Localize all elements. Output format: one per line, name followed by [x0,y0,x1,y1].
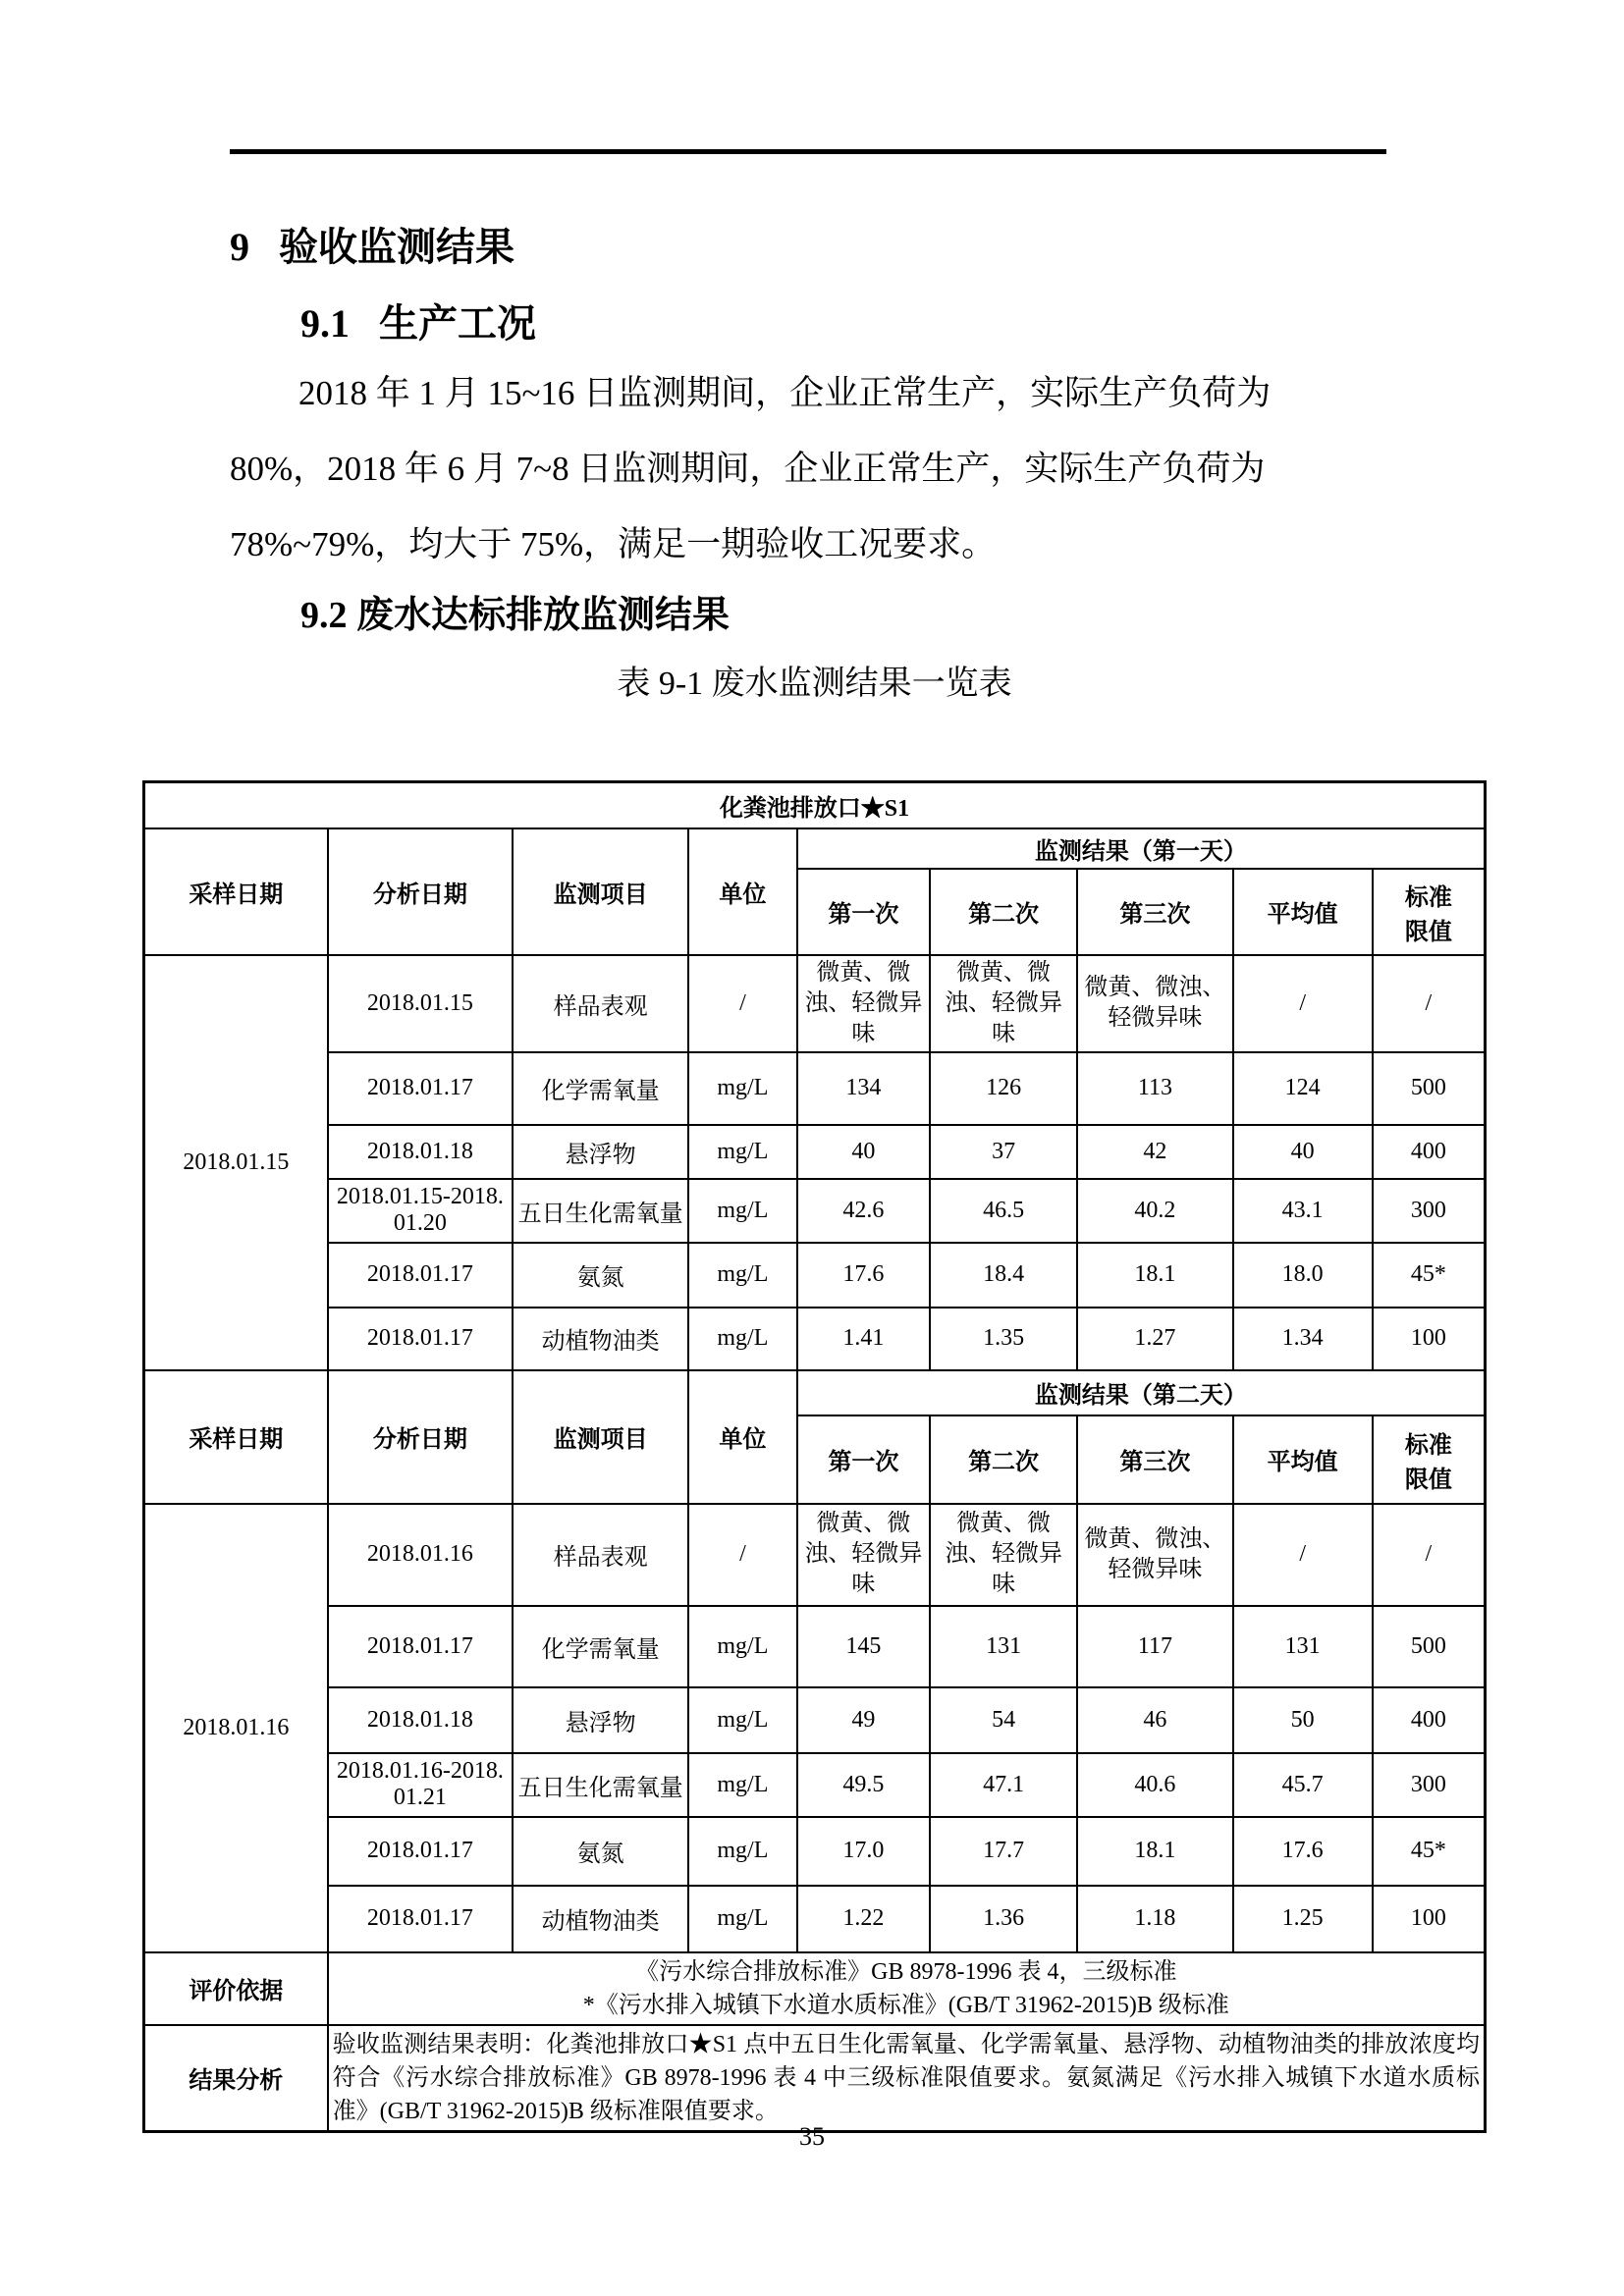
average-cell: 1.34 [1233,1308,1373,1370]
limit-cell: / [1373,955,1486,1052]
value-cell: 134 [797,1052,930,1125]
value-cell: 54 [930,1687,1077,1753]
limit-cell: 400 [1373,1125,1486,1179]
value-cell: 微黄、微浊、轻微异味 [1077,1504,1232,1606]
average-cell: 17.6 [1233,1817,1373,1886]
item-cell: 动植物油类 [513,1886,688,1952]
limit-cell: / [1373,1504,1486,1606]
col-header-second: 第二次 [930,1415,1077,1504]
analysis-date-cell: 2018.01.16 [328,1504,514,1606]
value-cell: 1.35 [930,1308,1077,1370]
col-header-unit: 单位 [688,828,797,955]
average-cell: 50 [1233,1687,1373,1753]
value-cell: 40 [797,1125,930,1179]
value-cell: 131 [930,1606,1077,1687]
col-header-first: 第一次 [797,869,930,955]
value-cell: 49.5 [797,1753,930,1817]
table-row [144,1308,1486,1370]
col-header-sample-date: 采样日期 [144,1370,328,1504]
item-cell: 氨氮 [513,1817,688,1886]
unit-cell: mg/L [688,1243,797,1308]
table-row [144,1606,1486,1687]
evaluation-basis-line2: *《污水排入城镇下水道水质标准》(GB/T 31962-2015)B 级标准 [582,1992,1229,2018]
evaluation-basis-content [328,1952,1486,2025]
limit-cell: 300 [1373,1753,1486,1817]
unit-cell: / [688,1504,797,1606]
limit-cell: 400 [1373,1687,1486,1753]
evaluation-basis-label: 评价依据 [144,1952,328,2025]
header-rule [230,149,1386,154]
col-header-analysis-date: 分析日期 [328,828,514,955]
unit-cell: mg/L [688,1052,797,1125]
value-cell: 40.6 [1077,1753,1232,1817]
analysis-date-cell: 2018.01.17 [328,1817,514,1886]
average-cell: 45.7 [1233,1753,1373,1817]
average-cell: 18.0 [1233,1243,1373,1308]
col-header-third: 第三次 [1077,869,1232,955]
average-cell: 1.25 [1233,1886,1373,1952]
value-cell: 1.18 [1077,1886,1232,1952]
table-row [144,955,1486,1052]
limit-cell: 100 [1373,1886,1486,1952]
analysis-date-cell: 2018.01.17 [328,1886,514,1952]
table-row [144,1886,1486,1952]
value-cell: 18.1 [1077,1817,1232,1886]
item-cell: 五日生化需氧量 [513,1179,688,1243]
item-cell: 化学需氧量 [513,1606,688,1687]
result-group-header-day1: 监测结果（第一天） [797,828,1486,869]
item-cell: 悬浮物 [513,1125,688,1179]
average-cell: 124 [1233,1052,1373,1125]
value-cell: 145 [797,1606,930,1687]
col-header-item: 监测项目 [513,828,688,955]
col-header-limit-line1: 标准 [1404,1432,1452,1459]
unit-cell: mg/L [688,1886,797,1952]
limit-cell: 100 [1373,1308,1486,1370]
table-row [144,1753,1486,1817]
analysis-date-cell: 2018.01.17 [328,1243,514,1308]
table-row [144,1504,1486,1606]
unit-cell: mg/L [688,1753,797,1817]
col-header-analysis-date: 分析日期 [328,1370,514,1504]
value-cell: 微黄、微浊、轻微异味 [1077,955,1232,1052]
analysis-date-cell: 2018.01.17 [328,1606,514,1687]
paragraph-line: 80%，2018 年 6 月 7~8 日监测期间，企业正常生产，实际生产负荷为 [230,450,1266,488]
table-row [144,1179,1486,1243]
unit-cell: mg/L [688,1687,797,1753]
value-cell: 42.6 [797,1179,930,1243]
value-cell: 113 [1077,1052,1232,1125]
col-header-first: 第一次 [797,1415,930,1504]
value-cell: 46.5 [930,1179,1077,1243]
result-analysis-content: 验收监测结果表明：化粪池排放口★S1 点中五日生化需氧量、化学需氧量、悬浮物、动植物油类的排放浓度均符合《污水综合排放标准》GB 8978-1996 表 4 中三级标准限值要求。氨氮满足《污水排入城镇下水道水质标准》(GB/T 31962-2015)B 级标准限值要求。 [328,2025,1486,2132]
paragraph-line: 2018 年 1 月 15~16 日监测期间，企业正常生产，实际生产负荷为 [298,374,1272,412]
col-header-limit-line1: 标准 [1404,884,1452,911]
col-header-average: 平均值 [1233,1415,1373,1504]
item-cell: 动植物油类 [513,1308,688,1370]
result-group-header-day2: 监测结果（第二天） [797,1370,1486,1415]
value-cell: 1.22 [797,1886,930,1952]
analysis-date-cell: 2018.01.18 [328,1125,514,1179]
col-header-limit [1373,869,1486,955]
value-cell: 49 [797,1687,930,1753]
unit-cell: mg/L [688,1125,797,1179]
value-cell: 18.1 [1077,1243,1232,1308]
item-cell: 氨氮 [513,1243,688,1308]
body-paragraph [230,355,1404,582]
monitoring-table [142,780,1487,2133]
analysis-date-cell: 2018.01.15 [328,955,514,1052]
value-cell: 1.41 [797,1308,930,1370]
item-cell: 化学需氧量 [513,1052,688,1125]
value-cell: 126 [930,1052,1077,1125]
analysis-date-cell: 2018.01.15-2018.01.20 [328,1179,514,1243]
limit-cell: 500 [1373,1606,1486,1687]
analysis-date-cell: 2018.01.16-2018.01.21 [328,1753,514,1817]
item-cell: 五日生化需氧量 [513,1753,688,1817]
unit-cell: mg/L [688,1606,797,1687]
value-cell: 微黄、微浊、轻微异味 [930,1504,1077,1606]
table-caption: 表 9-1 废水监测结果一览表 [617,666,1012,702]
value-cell: 17.0 [797,1817,930,1886]
col-header-limit [1373,1415,1486,1504]
value-cell: 37 [930,1125,1077,1179]
value-cell: 微黄、微浊、轻微异味 [797,955,930,1052]
table-row [144,1125,1486,1179]
sample-date-cell: 2018.01.16 [144,1504,328,1952]
col-header-third: 第三次 [1077,1415,1232,1504]
value-cell: 微黄、微浊、轻微异味 [797,1504,930,1606]
col-header-limit-line2: 限值 [1404,919,1452,945]
paragraph-line: 78%~79%，均大于 75%，满足一期验收工况要求。 [230,525,997,563]
col-header-sample-date: 采样日期 [144,828,328,955]
value-cell: 17.7 [930,1817,1077,1886]
unit-cell: mg/L [688,1817,797,1886]
evaluation-basis-line1: 《污水综合排放标准》GB 8978-1996 表 4，三级标准 [635,1958,1177,1985]
average-cell: 131 [1233,1606,1373,1687]
table-row [144,1243,1486,1308]
value-cell: 42 [1077,1125,1232,1179]
page-number: 35 [799,2122,825,2151]
value-cell: 46 [1077,1687,1232,1753]
average-cell: 43.1 [1233,1179,1373,1243]
sample-date-cell: 2018.01.15 [144,955,328,1370]
value-cell: 微黄、微浊、轻微异味 [930,955,1077,1052]
result-analysis-label: 结果分析 [144,2025,328,2132]
unit-cell: mg/L [688,1308,797,1370]
outlet-title: 化粪池排放口★S1 [144,782,1486,828]
average-cell: / [1233,955,1373,1052]
table-row [144,1687,1486,1753]
table-row [144,1817,1486,1886]
item-cell: 样品表观 [513,955,688,1052]
limit-cell: 300 [1373,1179,1486,1243]
analysis-date-cell: 2018.01.18 [328,1687,514,1753]
analysis-date-cell: 2018.01.17 [328,1308,514,1370]
value-cell: 40.2 [1077,1179,1232,1243]
col-header-limit-line2: 限值 [1404,1467,1452,1493]
average-cell: / [1233,1504,1373,1606]
value-cell: 17.6 [797,1243,930,1308]
unit-cell: / [688,955,797,1052]
analysis-date-cell: 2018.01.17 [328,1052,514,1125]
section-heading: 9 验收监测结果 [230,225,514,269]
col-header-average: 平均值 [1233,869,1373,955]
average-cell: 40 [1233,1125,1373,1179]
monitoring-table-wrap [142,780,1487,2133]
value-cell: 47.1 [930,1753,1077,1817]
subsection-heading-production: 9.1 生产工况 [300,301,536,346]
value-cell: 117 [1077,1606,1232,1687]
col-header-second: 第二次 [930,869,1077,955]
table-row [144,2025,1486,2132]
col-header-item: 监测项目 [513,1370,688,1504]
table-row [144,1052,1486,1125]
value-cell: 1.36 [930,1886,1077,1952]
value-cell: 18.4 [930,1243,1077,1308]
item-cell: 样品表观 [513,1504,688,1606]
table-row [144,1952,1486,2025]
limit-cell: 45* [1373,1243,1486,1308]
item-cell: 悬浮物 [513,1687,688,1753]
value-cell: 1.27 [1077,1308,1232,1370]
unit-cell: mg/L [688,1179,797,1243]
subsection-heading-wastewater: 9.2 废水达标排放监测结果 [300,595,731,636]
limit-cell: 500 [1373,1052,1486,1125]
limit-cell: 45* [1373,1817,1486,1886]
col-header-unit: 单位 [688,1370,797,1504]
